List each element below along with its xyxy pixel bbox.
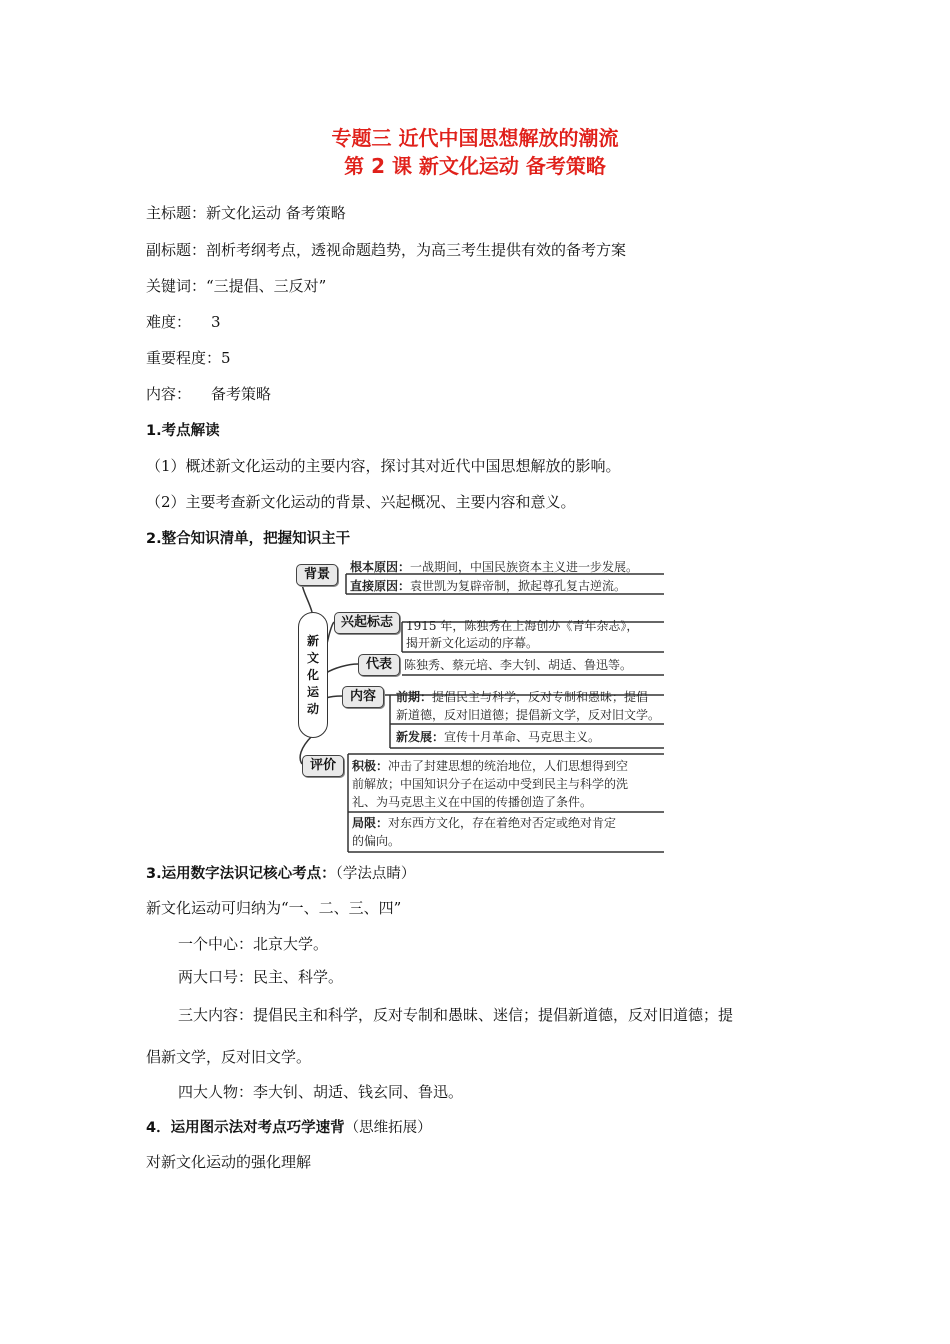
- node-start-marker: 兴起标志: [334, 612, 400, 634]
- meta-importance: [146, 347, 231, 368]
- text: 冲击了封建思想的统治地位，人们思想得到空: [388, 759, 629, 773]
- meta-label: 副标题：: [146, 241, 207, 259]
- text: 一战期间，中国民族资本主义进一步发展。: [410, 560, 639, 574]
- meta-subtitle: [146, 239, 626, 260]
- text: 宣传十月革命、马克思主义。: [444, 730, 601, 744]
- meta-value: 5: [221, 349, 231, 367]
- section1-heading: 1.考点解读: [146, 423, 220, 439]
- section1-item2: （2）主要考查新文化运动的背景、兴起概况、主要内容和意义。: [146, 493, 576, 511]
- evaluation-limitation-line1: [352, 815, 616, 832]
- background-direct-cause: [350, 578, 626, 595]
- section3-heading: [146, 862, 415, 883]
- evaluation-limitation-line2: 的偏向。: [352, 834, 401, 848]
- section3-contents-line1: 三大内容：提倡民主和科学，反对专制和愚昧、迷信；提倡新道德，反对旧道德；提: [178, 1006, 734, 1024]
- label-bold: 根本原因：: [350, 560, 411, 574]
- node-content: 内容: [342, 686, 384, 708]
- meta-label: 难度：: [146, 313, 192, 331]
- heading-text: 4．运用图示法对考点巧学速背: [146, 1120, 345, 1136]
- section3-intro: 新文化运动可归纳为“一、二、三、四”: [146, 899, 402, 917]
- section3-center: 一个中心：北京大学。: [178, 935, 329, 953]
- heading-text: 3.运用数字法识记核心考点：: [146, 866, 336, 882]
- evaluation-positive-line2: 前解放；中国知识分子在运动中受到民主与科学的洗: [352, 777, 629, 791]
- section4-text: 对新文化运动的强化理解: [146, 1153, 312, 1171]
- label-bold: 局限：: [352, 816, 389, 830]
- meta-label: 主标题：: [146, 204, 207, 222]
- label-bold: 直接原因：: [350, 579, 411, 593]
- meta-label: 内容：: [146, 385, 192, 403]
- heading-note: （思维拓展）: [344, 1120, 432, 1136]
- mind-map-center-node: [298, 612, 328, 738]
- section2-heading: 2.整合知识清单，把握知识主干: [146, 531, 351, 547]
- label-bold: 前期：: [396, 690, 433, 704]
- background-root-cause: [350, 559, 638, 576]
- node-evaluation: 评价: [302, 755, 344, 777]
- node-representatives: 代表: [358, 654, 400, 676]
- content-new-development: [396, 729, 600, 746]
- meta-value: 剖析考纲考点，透视命题趋势，为高三考生提供有效的备考方案: [206, 241, 627, 259]
- section3-contents-line2: 倡新文学，反对旧文学。: [146, 1048, 312, 1066]
- text: 袁世凯为复辟帝制，掀起尊孔复古逆流。: [410, 579, 627, 593]
- meta-keywords: [146, 275, 326, 296]
- meta-value: “三提倡、三反对”: [206, 277, 327, 295]
- evaluation-positive-line1: [352, 758, 628, 775]
- evaluation-positive-line3: 礼、为马克思主义在中国的传播创造了条件。: [352, 795, 593, 809]
- text: 提倡民主与科学，反对专制和愚昧；提倡: [432, 690, 649, 704]
- node-background: 背景: [296, 564, 338, 586]
- meta-main-title: [146, 202, 346, 223]
- center-char: 化: [306, 667, 319, 682]
- start-marker-line2: 揭开新文化运动的序幕。: [406, 636, 539, 650]
- center-char: 运: [306, 684, 319, 699]
- content-early-line1: [396, 689, 648, 706]
- start-marker-line1: 1915 年，陈独秀在上海创办《青年杂志》，: [406, 619, 639, 633]
- text: 对东西方文化，存在着绝对否定或绝对肯定: [388, 816, 617, 830]
- center-char: 文: [306, 650, 319, 665]
- meta-value: 3: [211, 313, 221, 331]
- meta-value: 新文化运动 备考策略: [206, 204, 346, 222]
- section3-slogans: 两大口号：民主、科学。: [178, 968, 344, 986]
- meta-label: 重要程度：: [146, 349, 222, 367]
- label-bold: 积极：: [352, 759, 389, 773]
- content-early-line2: 新道德，反对旧道德；提倡新文学，反对旧文学。: [396, 708, 661, 722]
- center-char: 新: [306, 633, 319, 648]
- representatives-text: 陈独秀、蔡元培、李大钊、胡适、鲁迅等。: [404, 658, 633, 672]
- knowledge-mind-map: [290, 558, 668, 854]
- meta-content: [146, 383, 271, 404]
- meta-value: 备考策略: [211, 385, 272, 403]
- center-char: 动: [306, 701, 319, 716]
- heading-note: （学法点睛）: [335, 866, 416, 882]
- label-bold: 新发展：: [396, 730, 445, 744]
- section1-item1: （1）概述新文化运动的主要内容，探讨其对近代中国思想解放的影响。: [146, 457, 621, 475]
- doc-title-line2: 第 2 课 新文化运动 备考策略: [344, 154, 606, 178]
- meta-label: 关键词：: [146, 277, 207, 295]
- meta-difficulty: [146, 311, 221, 332]
- section4-heading: [146, 1116, 432, 1137]
- doc-title-line1: 专题三 近代中国思想解放的潮流: [331, 126, 619, 150]
- section3-people: 四大人物：李大钊、胡适、钱玄同、鲁迅。: [178, 1083, 464, 1101]
